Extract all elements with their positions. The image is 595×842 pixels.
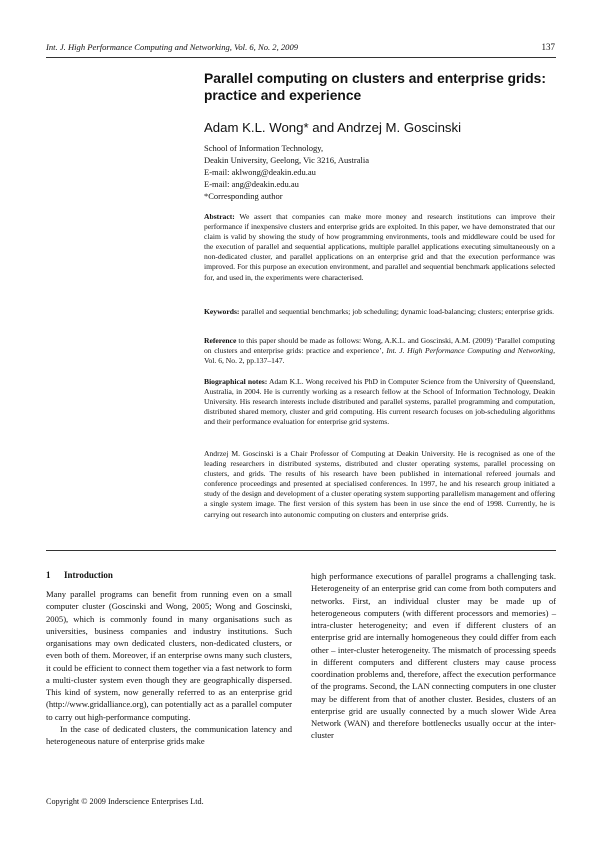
keywords-label: Keywords: <box>204 307 240 316</box>
corresponding-author-note: *Corresponding author <box>204 191 283 201</box>
abstract-label: Abstract: <box>204 212 235 221</box>
affiliation-block <box>204 142 564 202</box>
author-email-1: E-mail: aklwong@deakin.edu.au <box>204 167 316 177</box>
citation-reference <box>204 336 555 366</box>
body-column-left <box>46 588 292 747</box>
reference-text: to this paper should be made as follows: Wong, A.K.L. and Goscinski, A.M. (2009) ‘Parallel computing on clusters and enterprise grids: practice and experience’, <box>204 336 555 356</box>
copyright-footer: Copyright © 2009 Inderscience Enterprises Ltd. <box>46 797 204 806</box>
affiliation-school: School of Information Technology, <box>204 143 324 153</box>
paper-title: Parallel computing on clusters and enterprise grids: practice and experience <box>204 71 546 103</box>
page-number: 137 <box>541 42 555 52</box>
bio-goscinski: Andrzej M. Goscinski is a Chair Professor of Computing at Deakin University. He is recognised as one of the leading researchers in distributed systems, distributed and cluster operating systems, parallel processing on clusters, and grids. The results of his research have been published in international refereed journals and conference proceedings and presented at specialised conferences. In 1997, he and his research group initiated a study of the design and development of a cluster operating system supporting parallelism management and offering a single system image. The first version of this system has been in use since the end of 1998. Currently, he is carrying out research into autonomic computing on clusters and enterprise grids. <box>204 449 555 519</box>
bio-label: Biographical notes: <box>204 377 268 386</box>
body-paragraph: In the case of dedicated clusters, the communication latency and heterogeneous nature of enterprise grids make <box>46 723 292 746</box>
abstract <box>204 212 555 283</box>
reference-label: Reference <box>204 336 237 345</box>
biographical-notes <box>204 377 555 427</box>
section-heading <box>46 570 113 580</box>
abstract-text: We assert that companies can make more money and research institutions can improve their performance if inexpensive clusters and enterprise grids are exploited. In this paper, we have demonstrated that our claim is valid by showing the study of how programming environments, tools and middleware could be used for the execution of parallel and sequential applications, multiple parallel applications executing simultaneously on a non-dedicated cluster, and parallel applications on an enterprise grid and that the execution performance was improved. For this purpose an execution environment, and parallel and sequential benchmark applications selected for, and used in, the experiments were characterised. <box>204 212 555 282</box>
body-paragraph: high performance executions of parallel programs a challenging task. Heterogeneity of an enterprise grid can come from both computers and networks. First, an individual cluster may be made up of heterogeneous computers (with different processors and memories) – intra-cluster heterogeneity; and even if different clusters of an enterprise grid are internally homogeneous they could differ from each other – inter-cluster heterogeneity. The mismatch of processing speeds in different computers and different clusters may cause process coordination problems and, therefore, affect the execution performance of the programs. Second, the LAN connecting computers in one cluster may be different from that of another cluster. Besides, clusters of an enterprise grid are usually connected by a much slower Wide Area Network (WAN) and therefore bottlenecks usually occur at the inter-cluster <box>311 571 556 741</box>
body-paragraph: Many parallel programs can benefit from running even on a small computer cluster (Goscinski and Wong, 2005; Wong and Goscinski, 2005), which is commonly found in many organisations such as universities, business companies and industry institutions. Such organisations may own dedicated clusters, non-dedicated clusters, or even both of them. Moreover, if an enterprise owns many such clusters, it could be efficient to connect them together via a fast network to form a multi-cluster system even though they are geographically dispersed. This kind of system, now generally referred to as an enterprise grid (http://www.gridalliance.org), can potentially act as a parallel computer to carry out high-performance computing. <box>46 589 292 722</box>
running-header-journal: Int. J. High Performance Computing and Networking, Vol. 6, No. 2, 2009 <box>46 42 299 52</box>
affiliation-university: Deakin University, Geelong, Vic 3216, Australia <box>204 155 369 165</box>
section-title: Introduction <box>64 570 113 580</box>
body-column-right <box>311 570 556 742</box>
header-divider <box>46 57 556 58</box>
keywords <box>204 307 555 317</box>
bio-wong: Adam K.L. Wong received his PhD in Computer Science from the University of Queensland, Australia, in 2004. He is currently working as a research fellow at the School of Information Technology, Deakin University. His research interests include distributed and parallel systems, parallel programming and computation, distributed shared memory, cluster and grid computing. His current research focuses on job-scheduling algorithms and their performance evaluation for enterprise grid systems. <box>204 377 555 427</box>
section-number: 1 <box>46 570 51 580</box>
front-matter-divider <box>46 550 556 551</box>
reference-journal: Int. J. High Performance Computing and Networking, <box>386 346 555 356</box>
author-email-2: E-mail: ang@deakin.edu.au <box>204 179 299 189</box>
keywords-text: parallel and sequential benchmarks; job scheduling; dynamic load-balancing; clusters; enterprise grids. <box>241 307 555 316</box>
author-names: Adam K.L. Wong* and Andrzej M. Goscinski <box>204 120 462 135</box>
reference-volume: Vol. 6, No. 2, pp.137–147. <box>204 356 285 366</box>
